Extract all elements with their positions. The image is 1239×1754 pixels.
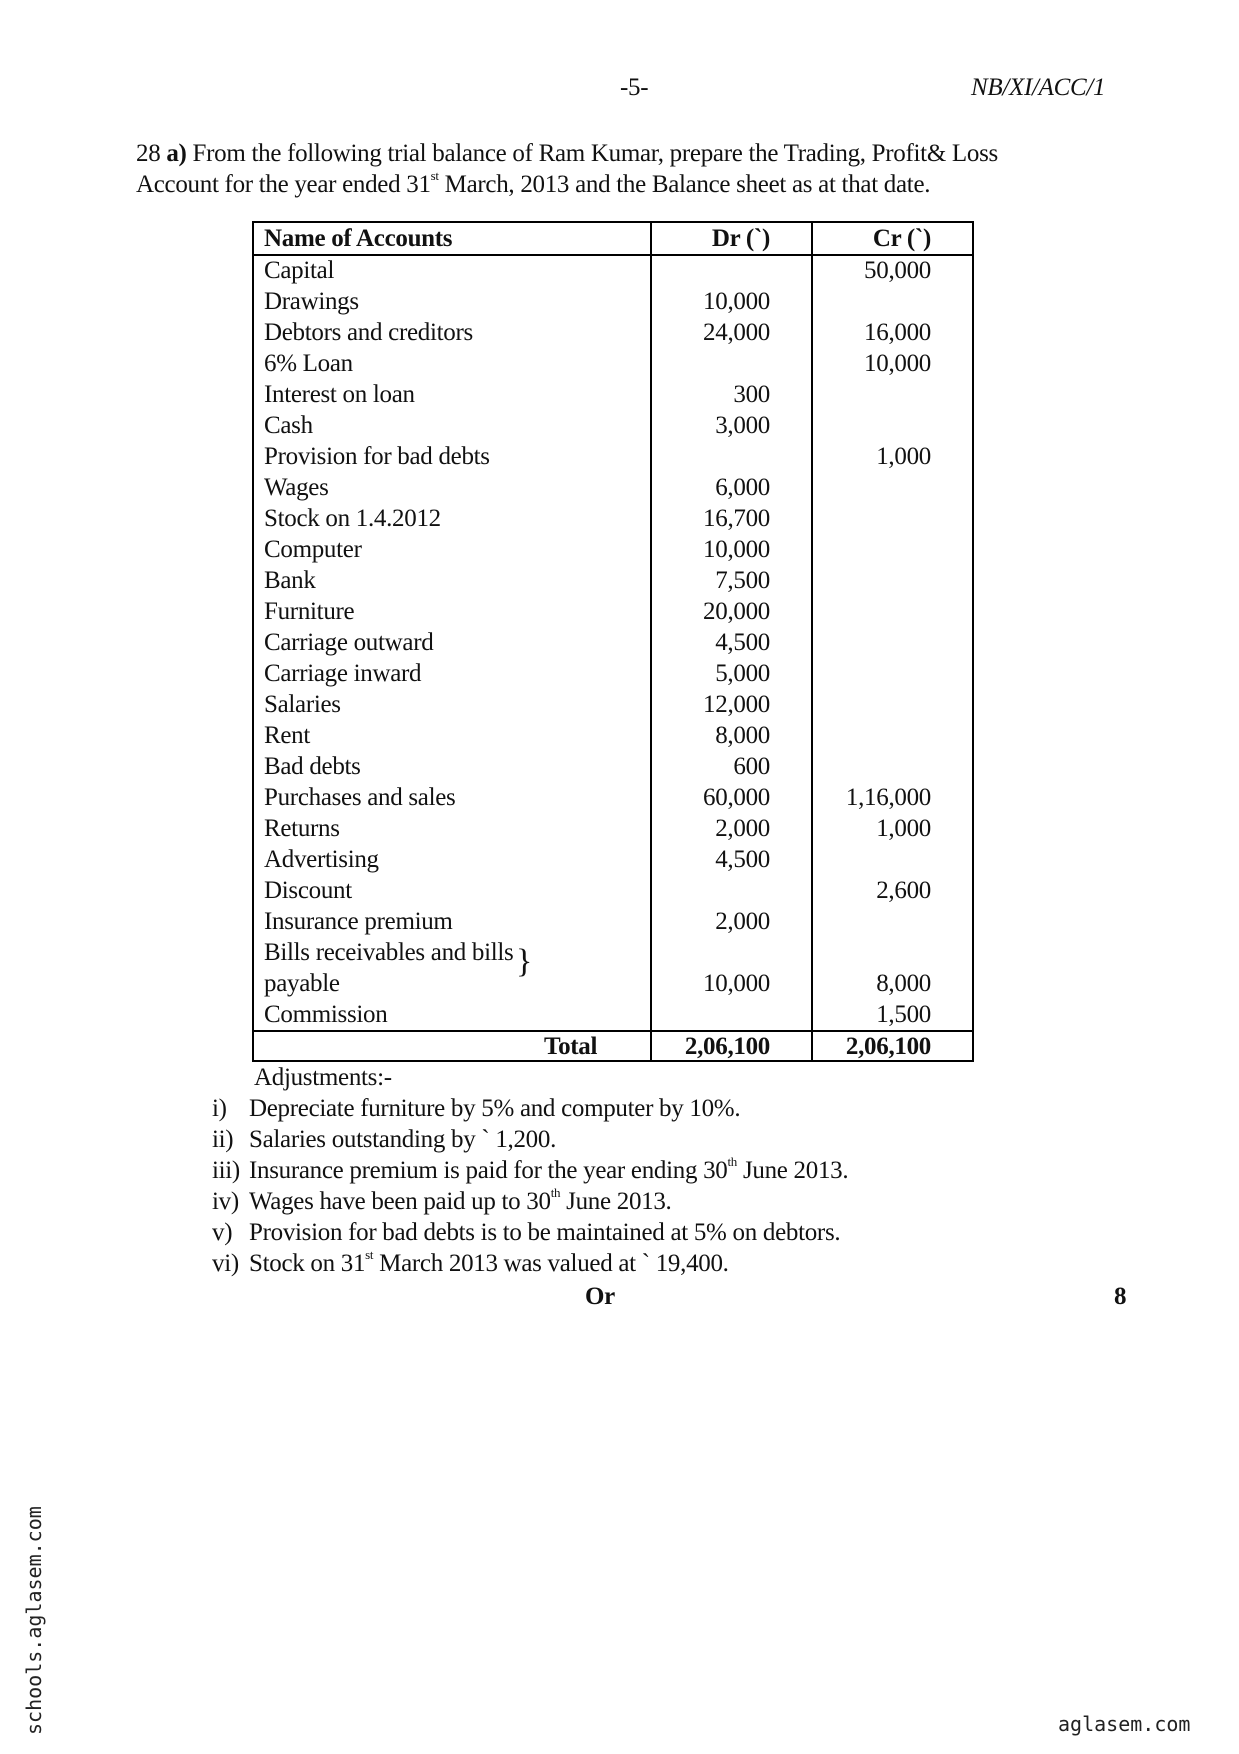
dr-amount: 24,000	[703, 319, 770, 346]
account-name: 6% Loan	[264, 350, 353, 377]
superscript: st	[365, 1247, 374, 1262]
item-number: i)	[212, 1095, 227, 1122]
cr-amount: 1,500	[876, 1001, 931, 1028]
cr-amount: 8,000	[876, 970, 931, 997]
adjustments-title: Adjustments:-	[254, 1064, 392, 1091]
cr-amount: 1,000	[876, 815, 931, 842]
item-text: Stock on 31	[249, 1250, 366, 1277]
account-name: Advertising	[264, 846, 379, 873]
adjustment-item	[212, 1247, 729, 1278]
dr-amount: 10,000	[703, 536, 770, 563]
account-name-cont: payable	[264, 970, 340, 997]
dr-amount: 8,000	[715, 722, 770, 749]
adjustment-item	[212, 1126, 556, 1154]
adjustment-item	[212, 1185, 672, 1216]
question-part: a)	[166, 140, 187, 167]
header-name: Name of Accounts	[264, 225, 453, 252]
account-name: Carriage outward	[264, 629, 434, 656]
account-name: Purchases and sales	[264, 784, 456, 811]
account-name: Interest on loan	[264, 381, 415, 408]
total-label: Total	[544, 1033, 598, 1060]
adjustment-item	[212, 1154, 849, 1185]
item-text: Insurance premium is paid for the year ending 30	[249, 1157, 728, 1184]
account-name: Provision for bad debts	[264, 443, 490, 470]
account-name: Cash	[264, 412, 313, 439]
dr-amount: 4,500	[715, 846, 770, 873]
dr-amount: 300	[733, 381, 770, 408]
question-line-1	[136, 140, 998, 168]
account-name: Bank	[264, 567, 316, 594]
item-number: iii)	[212, 1157, 240, 1184]
side-watermark: schools.aglasem.com	[22, 1506, 46, 1735]
account-name: Stock on 1.4.2012	[264, 505, 441, 532]
account-name: Carriage inward	[264, 660, 422, 687]
cr-amount: 50,000	[864, 257, 931, 284]
header-cr: Cr (`)	[872, 225, 931, 252]
dr-amount: 6,000	[715, 474, 770, 501]
question-text-b: March, 2013 and the Balance sheet as at that date.	[438, 171, 931, 198]
brace-icon: }	[516, 943, 533, 980]
question-number: 28	[136, 140, 161, 167]
adjustment-item	[212, 1095, 740, 1123]
superscript: th	[550, 1185, 561, 1200]
item-text-b: June 2013.	[737, 1157, 849, 1184]
marks: 8	[1114, 1283, 1127, 1310]
item-number: v)	[212, 1219, 233, 1246]
item-text: Salaries outstanding by ` 1,200.	[249, 1126, 557, 1153]
account-name: Computer	[264, 536, 362, 563]
account-name: Furniture	[264, 598, 355, 625]
question-line-2	[136, 168, 931, 199]
dr-amount: 7,500	[715, 567, 770, 594]
trial-balance-table	[252, 221, 974, 1062]
header-dr: Dr (`)	[711, 225, 770, 252]
account-name: Wages	[264, 474, 329, 501]
item-text: Provision for bad debts is to be maintained at 5% on debtors.	[249, 1219, 841, 1246]
superscript: th	[727, 1154, 738, 1169]
paper-code: NB/XI/ACC/1	[971, 74, 1106, 101]
cr-amount: 10,000	[864, 350, 931, 377]
account-name: Returns	[264, 815, 340, 842]
item-number: iv)	[212, 1188, 239, 1215]
item-text-b: June 2013.	[560, 1188, 672, 1215]
account-name: Bills receivables and bills	[264, 939, 514, 966]
dr-amount: 12,000	[703, 691, 770, 718]
account-name: Rent	[264, 722, 311, 749]
account-name: Insurance premium	[264, 908, 453, 935]
adjustment-item	[212, 1219, 840, 1247]
or-label: Or	[585, 1283, 615, 1310]
total-cr: 2,06,100	[845, 1033, 931, 1060]
account-name: Bad debts	[264, 753, 361, 780]
dr-amount: 2,000	[715, 908, 770, 935]
item-text: Wages have been paid up to 30	[249, 1188, 551, 1215]
account-name: Drawings	[264, 288, 359, 315]
dr-amount: 16,700	[703, 505, 770, 532]
dr-amount: 2,000	[715, 815, 770, 842]
cr-amount: 1,16,000	[845, 784, 931, 811]
dr-amount: 600	[733, 753, 770, 780]
dr-amount: 5,000	[715, 660, 770, 687]
account-name: Capital	[264, 257, 335, 284]
account-name: Commission	[264, 1001, 388, 1028]
dr-amount: 20,000	[703, 598, 770, 625]
dr-amount: 4,500	[715, 629, 770, 656]
item-text-b: March 2013 was valued at ` 19,400.	[373, 1250, 729, 1277]
question-text: From the following trial balance of Ram Kumar, prepare the Trading, Profit& Loss	[192, 140, 998, 167]
cr-amount: 1,000	[876, 443, 931, 470]
dr-amount: 3,000	[715, 412, 770, 439]
page-number: -5-	[620, 74, 649, 101]
account-name: Discount	[264, 877, 352, 904]
account-name: Debtors and creditors	[264, 319, 473, 346]
corner-watermark: aglasem.com	[1058, 1712, 1191, 1736]
cr-amount: 16,000	[864, 319, 931, 346]
dr-amount: 10,000	[703, 970, 770, 997]
total-dr: 2,06,100	[684, 1033, 770, 1060]
superscript: st	[430, 168, 439, 183]
item-text: Depreciate furniture by 5% and computer by 10%.	[249, 1095, 741, 1122]
account-name: Salaries	[264, 691, 341, 718]
dr-amount: 10,000	[703, 288, 770, 315]
item-number: vi)	[212, 1250, 239, 1277]
cr-amount: 2,600	[876, 877, 931, 904]
item-number: ii)	[212, 1126, 234, 1153]
dr-amount: 60,000	[703, 784, 770, 811]
question-text-a: Account for the year ended 31	[136, 171, 431, 198]
